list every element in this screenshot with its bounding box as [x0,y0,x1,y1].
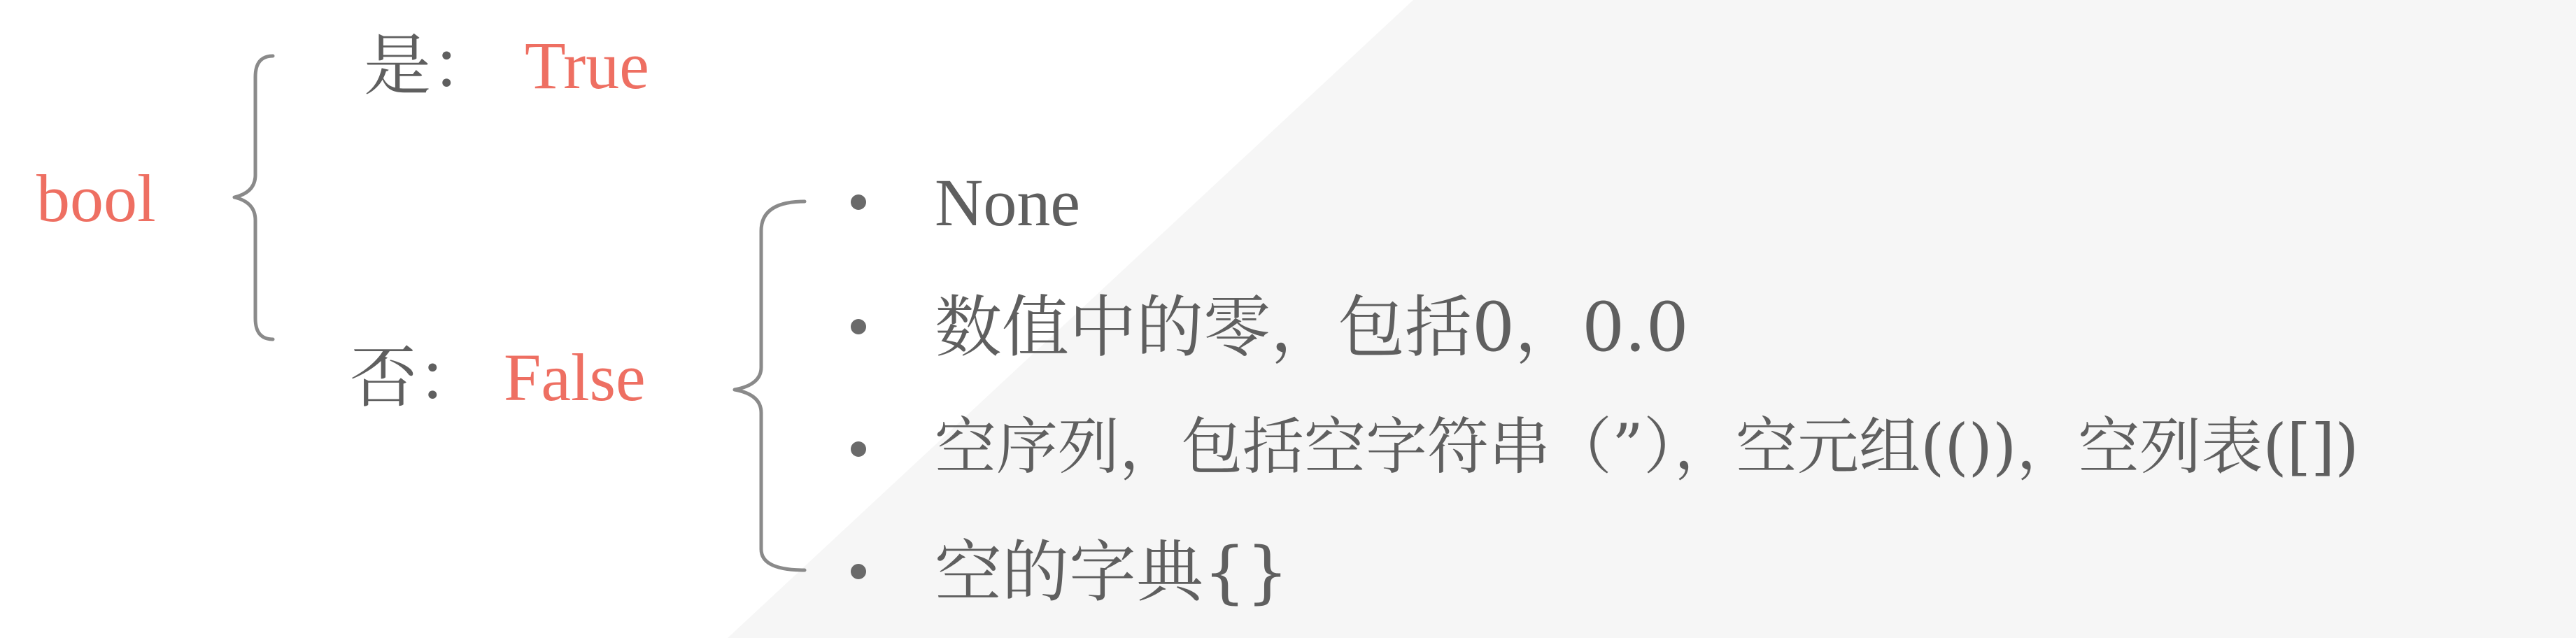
falsy-item-zero: 数值中的零，包括0，0.0 [935,288,1689,367]
bullet-icon [851,564,866,579]
bullet-icon [851,194,866,210]
falsy-item-none: None [935,165,1080,240]
bool-root-label: bool [36,161,156,236]
true-value-label: True [525,28,649,103]
false-branch-prefix: 否： [350,339,484,417]
bullet-icon [851,441,866,457]
falsy-item-empty-dict: 空的字典{} [935,533,1289,611]
false-value-label: False [504,340,646,415]
bullet-icon [851,319,866,334]
falsy-item-empty-sequence: 空序列，包括空字符串（”），空元组(())，空列表([]) [935,411,2359,483]
false-values-bracket [735,201,805,570]
root-bracket [234,56,273,339]
true-branch-prefix: 是： [364,27,498,105]
